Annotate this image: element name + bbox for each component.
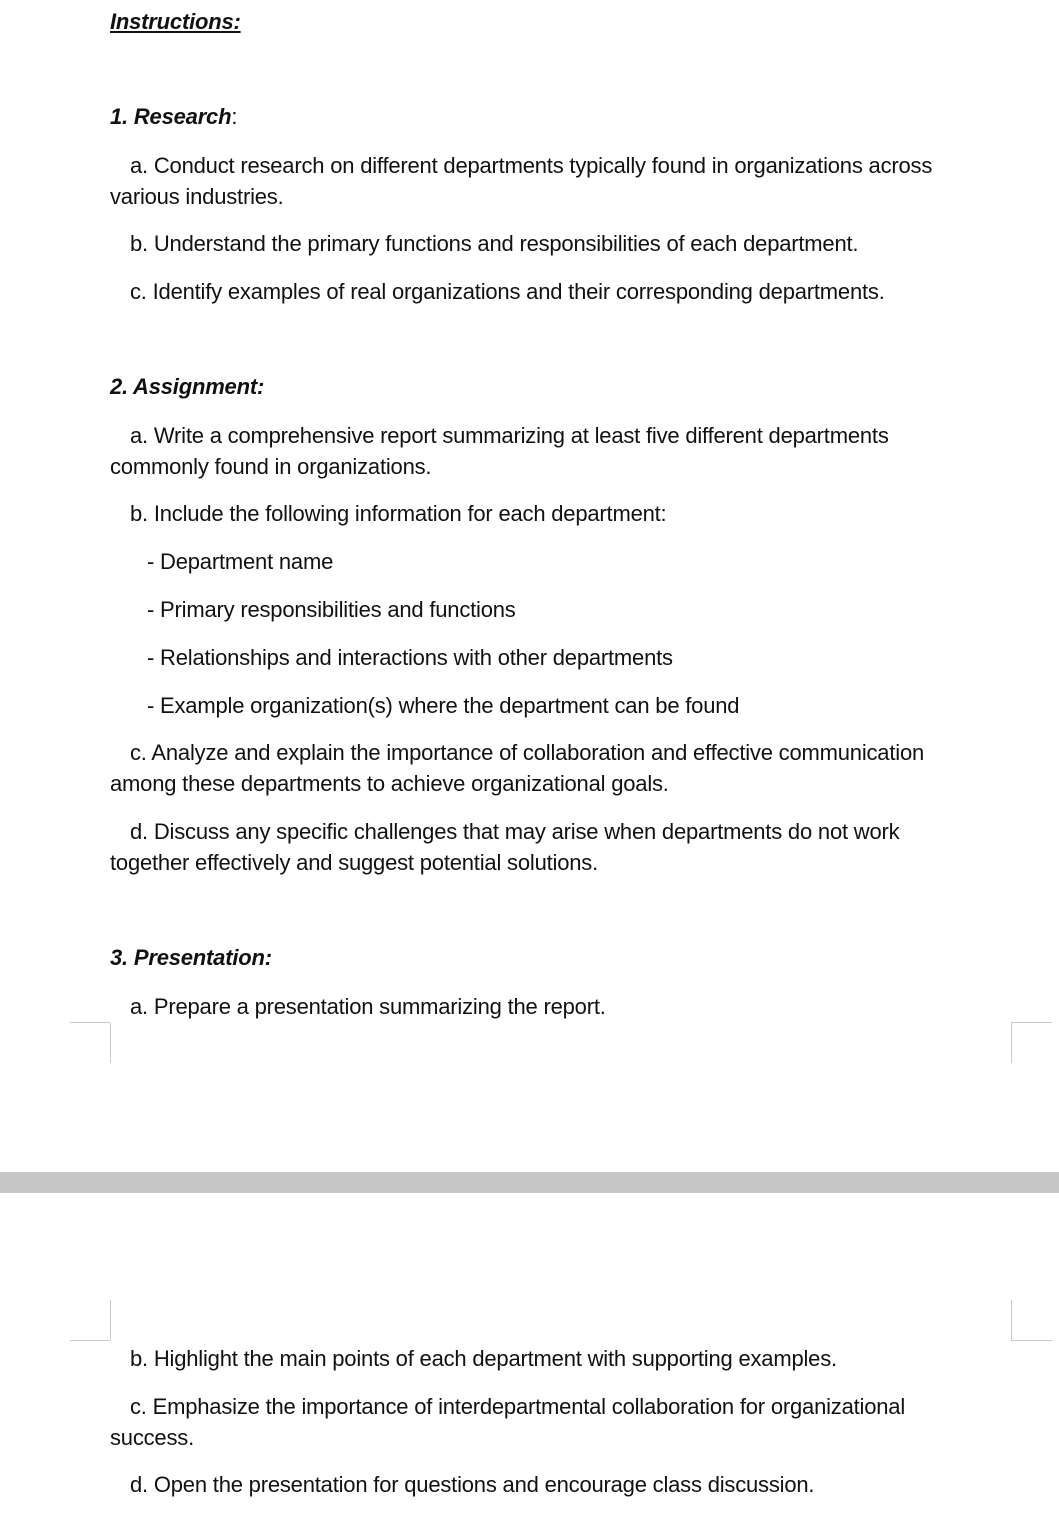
margin-mark-bottom-left — [70, 1300, 110, 1341]
research-heading-label: 1. Research — [110, 104, 232, 129]
assignment-bullet: - Example organization(s) where the department can be found — [147, 693, 740, 718]
margin-mark-top-left — [70, 1022, 110, 1063]
margin-mark-bottom-right — [1011, 1300, 1052, 1341]
assignment-item-a: a. Write a comprehensive report summarizing at least five different departments commonly found in organizations. — [110, 423, 889, 479]
assignment-bullet: - Department name — [147, 549, 334, 574]
page-break-separator — [0, 1172, 1059, 1193]
research-item-a: a. Conduct research on different departments typically found in organizations across various industries. — [110, 153, 933, 209]
research-item-b: b. Understand the primary functions and responsibilities of each department. — [130, 231, 859, 256]
margin-mark-top-right — [1011, 1022, 1052, 1063]
instructions-title: Instructions: — [110, 9, 241, 34]
assignment-item-d: d. Discuss any specific challenges that may arise when departments do not work together effectively and suggest potential solutions. — [110, 819, 900, 875]
assignment-bullet: - Relationships and interactions with other departments — [147, 645, 673, 670]
assignment-item-c: c. Analyze and explain the importance of collaboration and effective communication among these departments to achieve organizational goals. — [110, 740, 925, 796]
presentation-item-c: c. Emphasize the importance of interdepartmental collaboration for organizational success. — [110, 1394, 906, 1450]
section-assignment-heading: 2. Assignment: — [110, 374, 265, 399]
presentation-item-a: a. Prepare a presentation summarizing the report. — [130, 994, 606, 1019]
assignment-item-b: b. Include the following information for each department: — [130, 501, 667, 526]
presentation-item-d: d. Open the presentation for questions and encourage class discussion. — [130, 1472, 815, 1497]
research-item-c: c. Identify examples of real organizations and their corresponding departments. — [130, 279, 885, 304]
assignment-bullet: - Primary responsibilities and functions — [147, 597, 516, 622]
section-presentation-heading: 3. Presentation: — [110, 945, 272, 970]
presentation-item-b: b. Highlight the main points of each department with supporting examples. — [130, 1346, 837, 1371]
section-research-heading — [110, 101, 990, 132]
research-heading-colon: : — [231, 104, 238, 129]
